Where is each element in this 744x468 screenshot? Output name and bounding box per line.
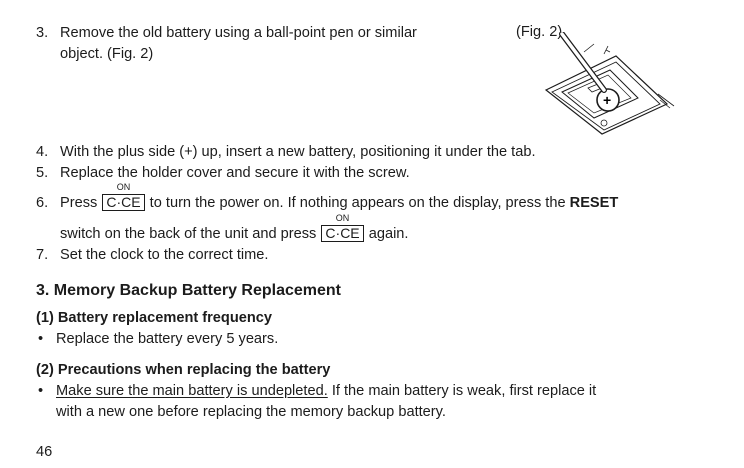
step-7-number: 7. [36,247,49,263]
key-c-ce-label: C·CE [106,194,141,210]
subsection-2-title: (2) Precautions when replacing the battery [36,362,331,378]
step-4-number: 4. [36,144,49,160]
step-7-text: Set the clock to the correct time. [60,247,269,263]
key-c-ce-label-2: C·CE [325,225,360,241]
key-on-label-2: ON [335,213,350,223]
step-3-number: 3. [36,25,49,41]
step-5-text: Replace the holder cover and secure it with the screw. [60,165,410,181]
step-6-number: 6. [36,195,49,211]
step-3-text-line1: Remove the old battery using a ball-point pen or similar [60,25,417,41]
key-on-label: ON [116,182,131,192]
step-5-number: 5. [36,165,49,181]
step-6-again-text: again. [368,226,409,242]
step-3-text-line2: object. (Fig. 2) [60,46,154,62]
bullet-2-underlined: Make sure the main battery is undepleted. [56,383,328,399]
bullet-2-line2: with a new one before replacing the memory backup battery. [56,404,446,420]
battery-removal-figure [532,32,682,136]
svg-text:+: + [603,92,612,108]
bullet-2-line1 [56,382,596,400]
bullet-2-rest: If the main battery is weak, first replace it [327,383,597,399]
section-title: 3. Memory Backup Battery Replacement [36,282,341,299]
step-6-line2 [60,213,409,243]
bullet-1-text: Replace the battery every 5 years. [56,331,279,347]
step-6-press-text: Press [60,195,98,211]
subsection-1-title: (1) Battery replacement frequency [36,310,273,326]
reset-label: RESET [569,195,619,211]
bullet-1-marker: • [38,331,44,347]
key-c-ce [102,182,144,211]
figure-label: (Fig. 2) [516,24,563,40]
step-6-line1 [60,182,619,212]
key-c-ce-2 [321,213,363,242]
page-number: 46 [36,444,53,460]
step-6-power-text: to turn the power on. If nothing appears on the display, press the [149,195,566,211]
step-6-switch-text: switch on the back of the unit and press [60,226,317,242]
bullet-2-marker: • [38,383,44,399]
step-4-text: With the plus side (+) up, insert a new battery, positioning it under the tab. [60,144,536,160]
